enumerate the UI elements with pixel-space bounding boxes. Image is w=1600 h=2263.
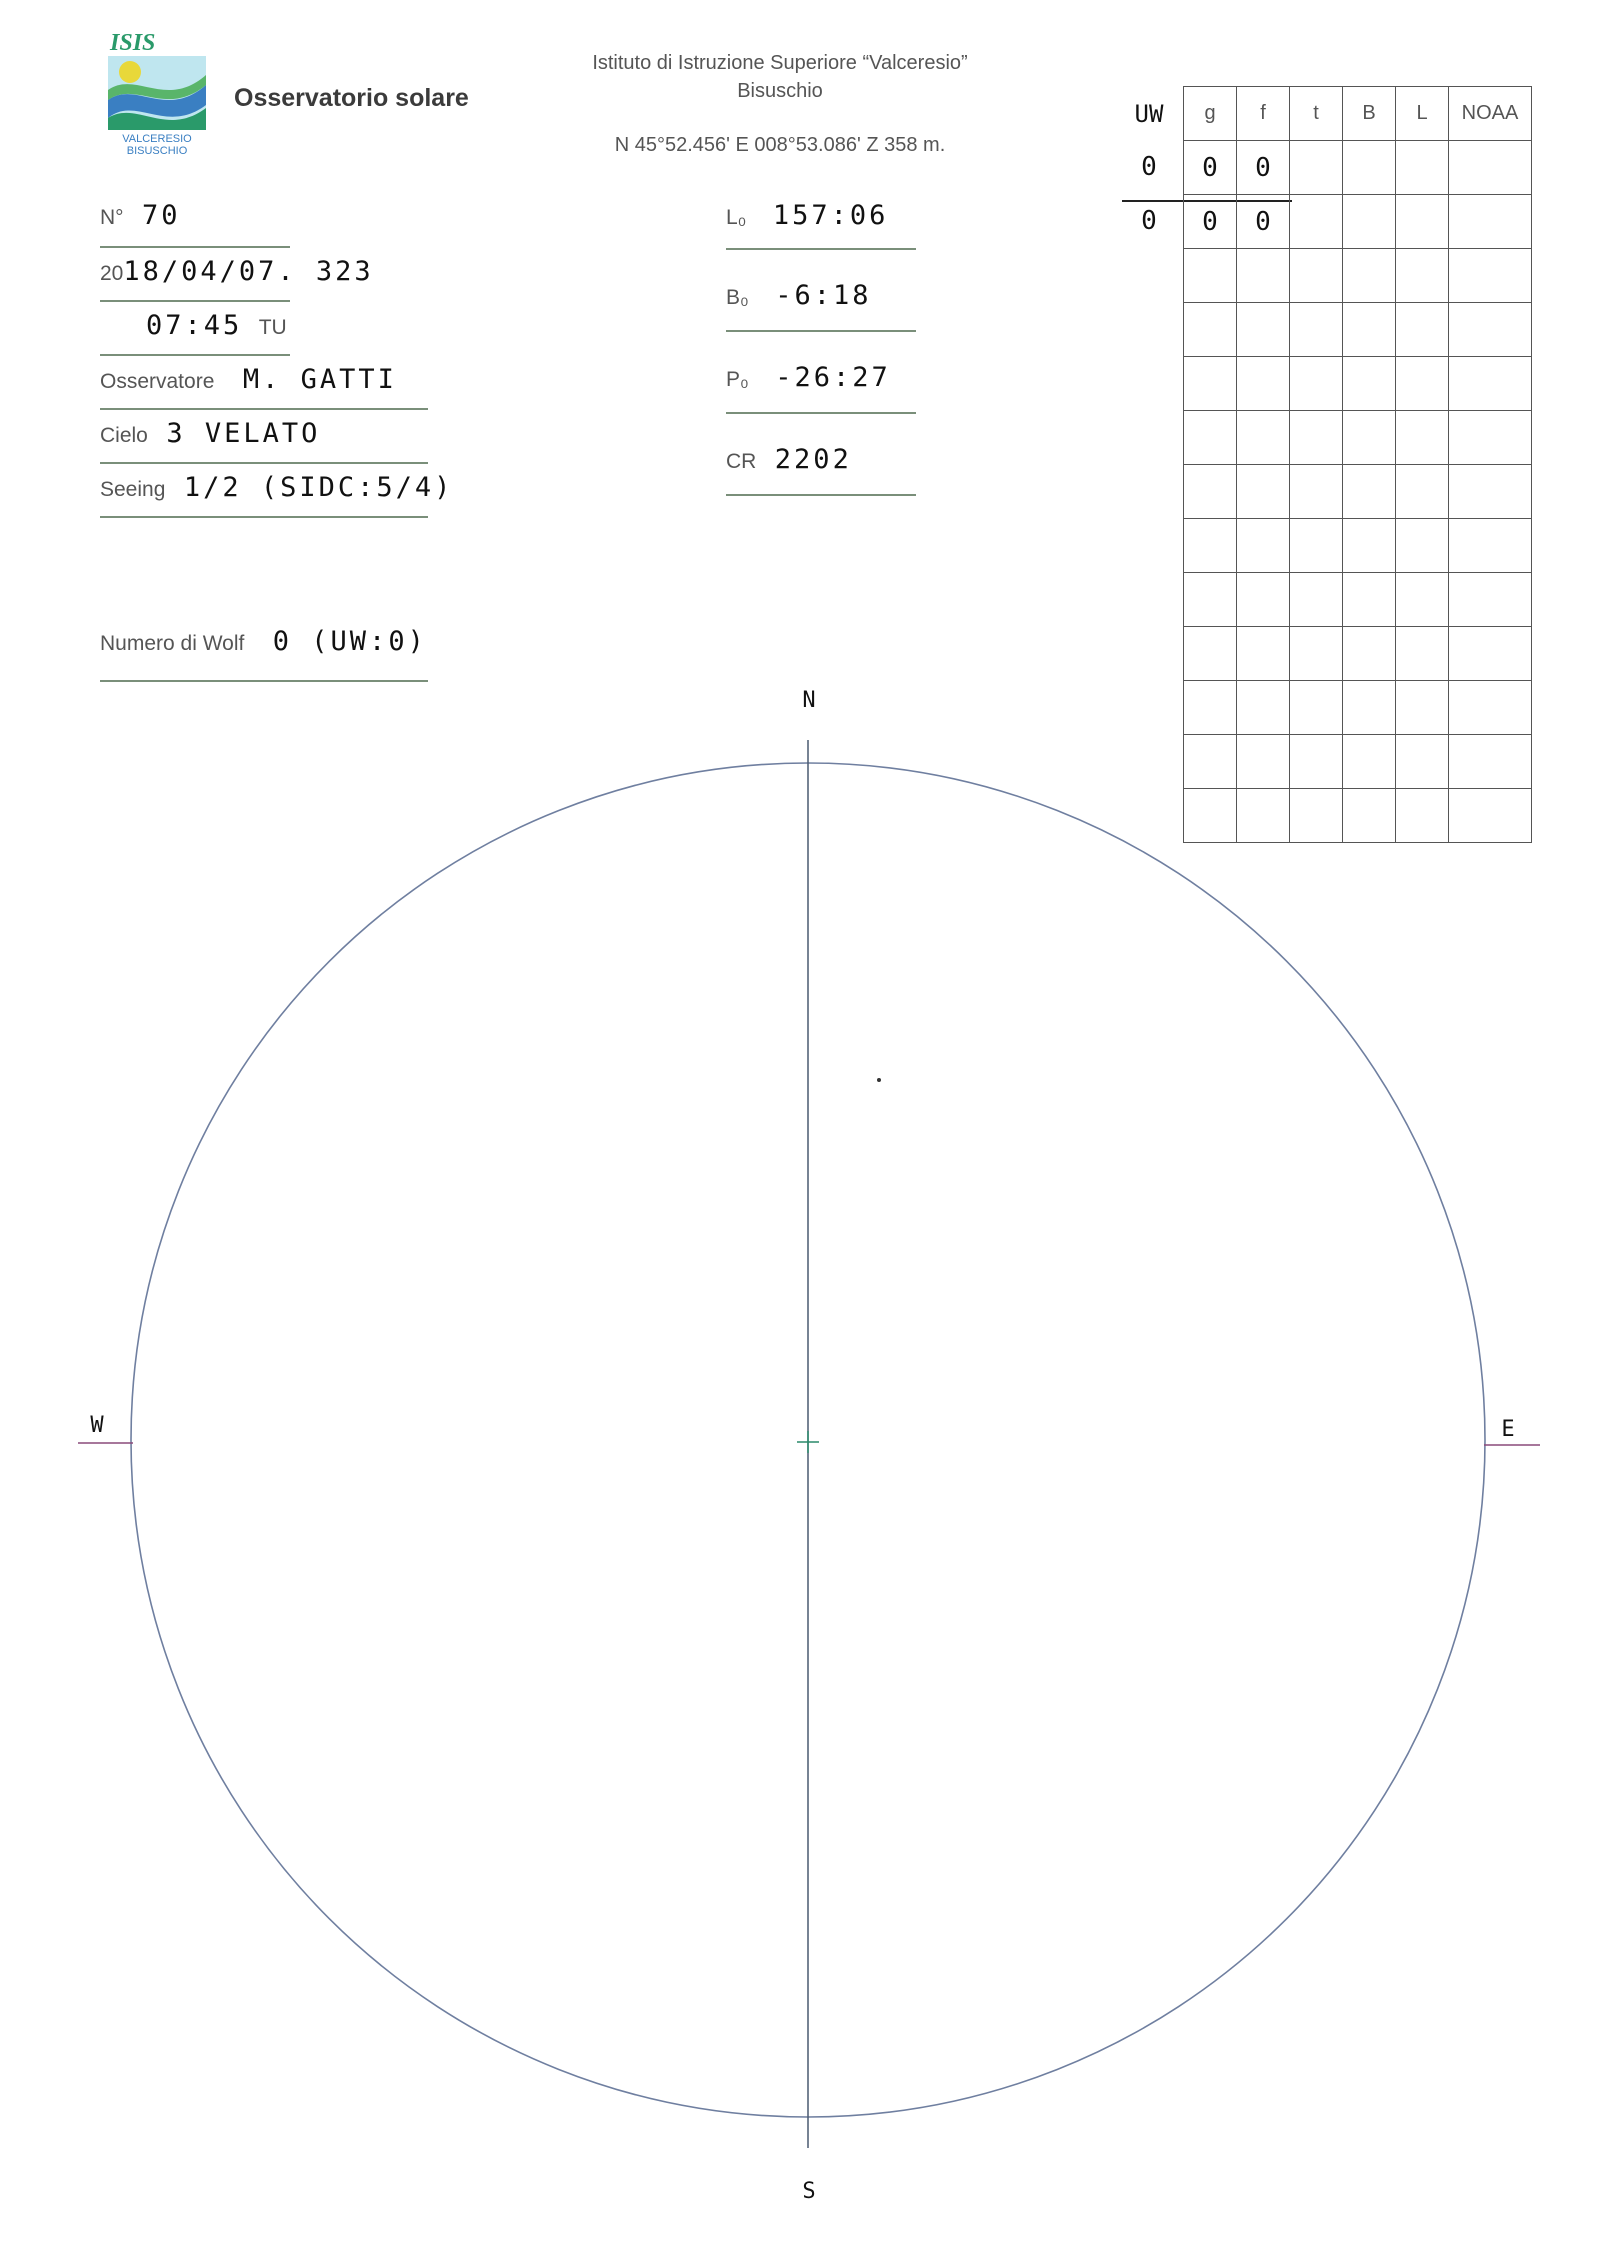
disk-mark bbox=[877, 1078, 881, 1082]
l0-value: 157:06 bbox=[772, 200, 889, 231]
table-cell: 0 bbox=[1237, 141, 1290, 195]
north-label: N bbox=[802, 688, 816, 713]
table-cell: 0 bbox=[1184, 195, 1237, 249]
svg-text:VALCERESIO: VALCERESIO bbox=[122, 133, 192, 145]
time-value: 07:45 bbox=[146, 310, 243, 341]
column-header: t bbox=[1290, 87, 1343, 141]
south-label: S bbox=[802, 2179, 816, 2204]
column-header: B bbox=[1343, 87, 1396, 141]
observatory-coordinates: N 45°52.456' E 008°53.086' Z 358 m. bbox=[614, 134, 946, 156]
l0-label: L₀ bbox=[726, 206, 747, 229]
uw-value: 0 bbox=[1141, 152, 1157, 182]
cr-value: 2202 bbox=[774, 444, 852, 475]
wolf-number-value: 0 (UW:0) bbox=[272, 626, 427, 657]
seeing-label: Seeing bbox=[100, 478, 166, 501]
uw-header: UW bbox=[1134, 100, 1164, 128]
sky-value: 3 VELATO bbox=[166, 418, 321, 449]
date-value: 18/04/07. 323 bbox=[123, 256, 374, 287]
column-header: g bbox=[1184, 87, 1237, 141]
p0-value: -26:27 bbox=[775, 362, 891, 393]
table-cell: 0 bbox=[1237, 195, 1290, 249]
observer-value: M. GATTI bbox=[242, 364, 397, 395]
observatory-title: Osservatorio solare bbox=[234, 84, 469, 112]
institute-name: Istituto di Istruzione Superiore “Valceresio” bbox=[592, 52, 968, 74]
uw-value: 0 bbox=[1141, 206, 1157, 236]
sky-label: Cielo bbox=[100, 424, 148, 447]
svg-text:ISIS: ISIS bbox=[110, 30, 156, 56]
date-prefix: 20 bbox=[100, 262, 124, 285]
institute-town: Bisuschio bbox=[737, 80, 823, 102]
record-number-value: 70 bbox=[142, 200, 181, 231]
svg-text:BISUSCHIO: BISUSCHIO bbox=[126, 145, 188, 157]
column-header: NOAA bbox=[1449, 87, 1532, 141]
cr-label: CR bbox=[726, 450, 757, 473]
table-cell: 0 bbox=[1184, 141, 1237, 195]
east-label: E bbox=[1501, 1417, 1515, 1442]
p0-label: P₀ bbox=[726, 368, 749, 391]
wolf-number-label: Numero di Wolf bbox=[100, 632, 245, 655]
record-number-label: N° bbox=[100, 206, 124, 229]
seeing-value: 1/2 (SIDC:5/4) bbox=[183, 472, 454, 503]
column-header: L bbox=[1396, 87, 1449, 141]
b0-label: B₀ bbox=[726, 286, 749, 309]
west-label: W bbox=[90, 1413, 104, 1438]
b0-value: -6:18 bbox=[775, 280, 872, 311]
time-unit: TU bbox=[258, 316, 287, 339]
column-header: f bbox=[1237, 87, 1290, 141]
observer-label: Osservatore bbox=[100, 370, 215, 393]
